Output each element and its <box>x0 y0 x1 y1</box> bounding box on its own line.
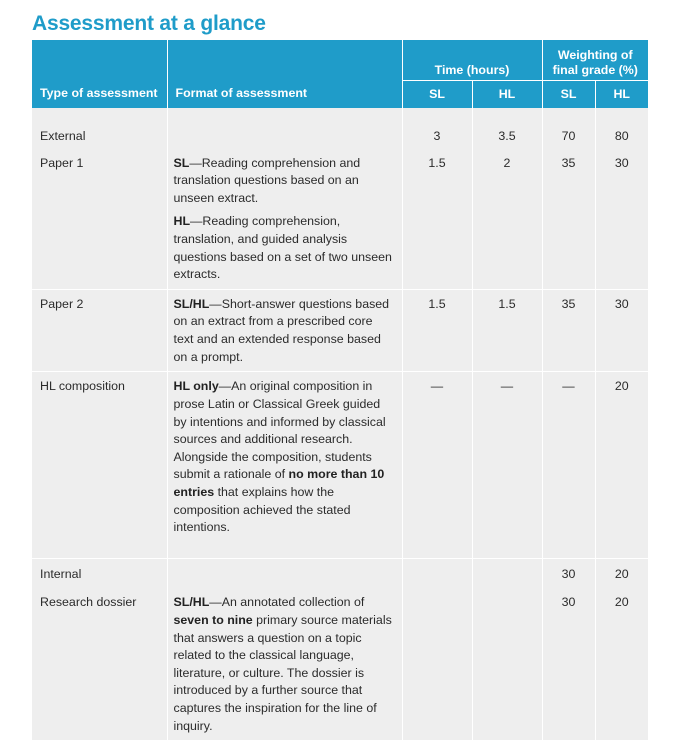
page-title: Assessment at a glance <box>32 12 266 35</box>
external-weight-sl: 70 <box>542 124 595 151</box>
header-time-hl: HL <box>472 81 542 109</box>
research-dossier-weight-hl: 20 <box>595 590 648 740</box>
header-weighting <box>542 40 648 81</box>
paper1-weight-sl: 35 <box>542 151 595 290</box>
paper1-time-hl: 2 <box>472 151 542 290</box>
internal-weight-sl: 30 <box>542 558 595 590</box>
paper2-label: Paper 2 <box>32 289 167 371</box>
hl-composition-label: HL composition <box>32 372 167 542</box>
paper2-time-sl: 1.5 <box>402 289 472 371</box>
paper1-label: Paper 1 <box>32 151 167 290</box>
research-dossier-label: Research dossier <box>32 590 167 740</box>
row-paper1 <box>32 151 648 290</box>
external-label: External <box>32 124 167 151</box>
hl-composition-weight-hl: 20 <box>595 372 648 542</box>
hl-composition-time-hl: — <box>472 372 542 542</box>
row-research-dossier <box>32 590 648 740</box>
assessment-table <box>32 40 648 740</box>
external-time-hl: 3.5 <box>472 124 542 151</box>
research-dossier-format: SL/HL—An annotated collection of seven to nine primary source materials that answers a question on a topic related to the classical language, literature, or culture. The dossier is introduced by a further source that captures the inspiration for the line of inquiry. <box>167 590 402 740</box>
header-time-sl: SL <box>402 81 472 109</box>
header-format: Format of assessment <box>167 40 402 108</box>
hl-composition-weight-sl: — <box>542 372 595 542</box>
paper1-format <box>167 151 402 290</box>
paper2-weight-sl: 35 <box>542 289 595 371</box>
header-row <box>32 40 648 81</box>
internal-label: Internal <box>32 558 167 590</box>
row-hl-composition <box>32 372 648 542</box>
paper1-hl-description: HL—Reading comprehension, translation, and guided analysis questions based on a set of two unseen extracts. <box>173 214 392 282</box>
internal-weight-hl: 20 <box>595 558 648 590</box>
paper2-weight-hl: 30 <box>595 289 648 371</box>
external-weight-hl: 80 <box>595 124 648 151</box>
hl-composition-time-sl: — <box>402 372 472 542</box>
header-weighting-line1: Weighting of <box>557 48 633 63</box>
paper1-time-sl: 1.5 <box>402 151 472 290</box>
row-internal <box>32 558 648 590</box>
hl-composition-format: HL only—An original composition in prose Latin or Classical Greek guided by intentions and informed by classical sources and additional research. Alongside the composition, students submit a rationale of no more than 10 entries that explains how the composition achieved the stated intentions. <box>167 372 402 542</box>
row-paper2 <box>32 289 648 371</box>
header-weight-hl: HL <box>595 81 648 109</box>
paper1-weight-hl: 30 <box>595 151 648 290</box>
row-external <box>32 124 648 151</box>
header-weight-sl: SL <box>542 81 595 109</box>
paper1-sl-description: SL—Reading comprehension and translation questions based on an unseen extract. <box>173 155 361 205</box>
header-time: Time (hours) <box>402 40 542 81</box>
paper2-format: SL/HL—Short-answer questions based on an extract from a prescribed core text and an extended response based on a prompt. <box>167 289 402 371</box>
research-dossier-weight-sl: 30 <box>542 590 595 740</box>
header-type: Type of assessment <box>32 40 167 108</box>
header-weighting-line2: final grade (%) <box>552 62 638 77</box>
external-time-sl: 3 <box>402 124 472 151</box>
paper2-time-hl: 1.5 <box>472 289 542 371</box>
